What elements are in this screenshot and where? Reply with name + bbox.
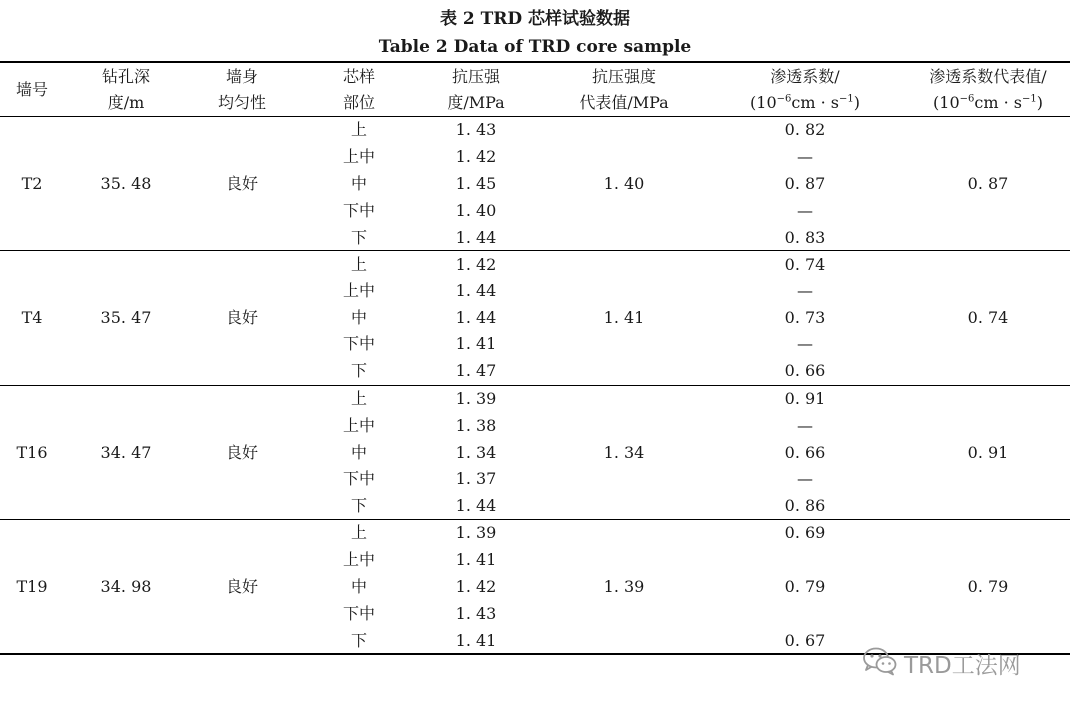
header-permeability <box>730 64 880 116</box>
perm-cell: — <box>797 147 813 166</box>
header-rule <box>0 116 1070 117</box>
strength-rep-cell: 1. 40 <box>603 174 645 193</box>
header-position <box>320 64 398 116</box>
perm-rep-unit-exp: −6 <box>959 93 975 105</box>
position-cell: 下 <box>350 228 367 247</box>
watermark-text: TRD工法网 <box>904 652 1021 679</box>
position-cell: 下中 <box>342 334 375 353</box>
perm-unit-mid: cm · s <box>791 93 839 112</box>
group-divider <box>0 385 1070 386</box>
strength-cell: 1. 37 <box>455 469 497 488</box>
perm-cell: — <box>797 469 813 488</box>
perm-rep-unit-mid: cm · s <box>974 93 1022 112</box>
perm-cell: 0. 82 <box>784 120 826 139</box>
strength-cell: 1. 40 <box>455 201 497 220</box>
perm-unit-post: ) <box>853 93 860 112</box>
strength-cell: 1. 41 <box>455 334 497 353</box>
position-cell: 上 <box>350 120 367 139</box>
perm-cell: — <box>797 416 813 435</box>
strength-cell: 1. 44 <box>455 308 497 327</box>
position-cell: 下中 <box>342 469 375 488</box>
position-cell: 中 <box>350 174 367 193</box>
strength-cell: 1. 43 <box>455 604 497 623</box>
position-cell: 下 <box>350 361 367 380</box>
strength-cell: 1. 42 <box>455 577 497 596</box>
position-cell: 上 <box>350 255 367 274</box>
perm-cell: 0. 67 <box>784 631 826 650</box>
header-depth-line1: 钻孔深 <box>101 67 150 86</box>
position-cell: 中 <box>350 308 367 327</box>
strength-cell: 1. 34 <box>455 443 497 462</box>
uniformity-cell: 良好 <box>225 577 258 596</box>
table-caption-chinese: 表 2 TRD 芯样试验数据 <box>439 9 631 29</box>
position-cell: 上 <box>350 389 367 408</box>
perm-cell: 0. 83 <box>784 228 826 247</box>
header-uniformity <box>190 64 294 116</box>
position-cell: 下中 <box>342 604 375 623</box>
header-perm-rep-line1: 渗透系数代表值/ <box>929 67 1047 86</box>
perm-rep-cell: 0. 87 <box>967 174 1009 193</box>
top-rule <box>0 61 1070 63</box>
strength-cell: 1. 44 <box>455 281 497 300</box>
header-strength-rep-line1: 抗压强度 <box>591 67 656 86</box>
position-cell: 上中 <box>342 416 375 435</box>
header-strength-representative <box>558 64 690 116</box>
header-position-line2: 部位 <box>342 93 375 112</box>
perm-unit-exp: −6 <box>776 93 792 105</box>
perm-cell: 0. 66 <box>784 361 826 380</box>
perm-rep-unit-exp2: −1 <box>1021 93 1037 105</box>
table-caption-english: Table 2 Data of TRD core sample <box>378 37 692 57</box>
strength-cell: 1. 42 <box>455 147 497 166</box>
strength-cell: 1. 42 <box>455 255 497 274</box>
depth-cell: 35. 47 <box>100 308 152 327</box>
header-strength <box>426 64 526 116</box>
perm-cell: 0. 79 <box>784 577 826 596</box>
position-cell: 上 <box>350 523 367 542</box>
perm-rep-cell: 0. 79 <box>967 577 1009 596</box>
header-permeability-representative <box>906 64 1070 116</box>
group-divider <box>0 519 1070 520</box>
perm-cell: 0. 74 <box>784 255 826 274</box>
strength-cell: 1. 43 <box>455 120 497 139</box>
perm-cell: 0. 86 <box>784 496 826 515</box>
uniformity-cell: 良好 <box>225 308 258 327</box>
depth-cell: 34. 98 <box>100 577 152 596</box>
depth-cell: 34. 47 <box>100 443 152 462</box>
depth-cell: 35. 48 <box>100 174 152 193</box>
header-uniformity-line2: 均匀性 <box>217 93 266 112</box>
perm-unit-pre: (10 <box>750 93 777 112</box>
header-strength-line2: 度/MPa <box>447 93 505 112</box>
uniformity-cell: 良好 <box>225 443 258 462</box>
uniformity-cell: 良好 <box>225 174 258 193</box>
strength-cell: 1. 41 <box>455 550 497 569</box>
perm-cell: 0. 73 <box>784 308 826 327</box>
perm-rep-unit-pre: (10 <box>933 93 960 112</box>
watermark <box>862 648 1021 678</box>
strength-cell: 1. 45 <box>455 174 497 193</box>
header-permeability-line2 <box>730 90 880 116</box>
perm-cell: 0. 66 <box>784 443 826 462</box>
header-strength-line1: 抗压强 <box>451 67 500 86</box>
strength-cell: 1. 39 <box>455 389 497 408</box>
position-cell: 中 <box>350 443 367 462</box>
strength-cell: 1. 38 <box>455 416 497 435</box>
strength-cell: 1. 39 <box>455 523 497 542</box>
group-divider <box>0 250 1070 251</box>
header-strength-rep-line2: 代表值/MPa <box>579 93 669 112</box>
perm-cell: — <box>797 334 813 353</box>
perm-cell: 0. 69 <box>784 523 826 542</box>
strength-cell: 1. 47 <box>455 361 497 380</box>
position-cell: 上中 <box>342 550 375 569</box>
header-depth <box>70 64 182 116</box>
perm-cell: — <box>797 201 813 220</box>
perm-unit-exp2: −1 <box>838 93 854 105</box>
strength-rep-cell: 1. 39 <box>603 577 645 596</box>
position-cell: 下 <box>350 631 367 650</box>
wechat-icon <box>862 646 898 680</box>
header-perm-rep-line2 <box>906 90 1070 116</box>
header-depth-line2: 度/m <box>107 93 145 112</box>
wall-no-cell: T2 <box>21 174 43 193</box>
perm-rep-cell: 0. 91 <box>967 443 1009 462</box>
strength-cell: 1. 44 <box>455 228 497 247</box>
perm-cell: 0. 91 <box>784 389 826 408</box>
wall-no-cell: T4 <box>21 308 43 327</box>
strength-cell: 1. 44 <box>455 496 497 515</box>
wall-no-cell: T19 <box>16 577 48 596</box>
header-uniformity-line1: 墙身 <box>225 67 258 86</box>
position-cell: 下 <box>350 496 367 515</box>
header-wall-no: 墙号 <box>15 80 48 99</box>
perm-rep-unit-post: ) <box>1036 93 1043 112</box>
header-position-line1: 芯样 <box>342 67 375 86</box>
perm-cell: — <box>797 281 813 300</box>
perm-cell: 0. 87 <box>784 174 826 193</box>
position-cell: 上中 <box>342 147 375 166</box>
position-cell: 上中 <box>342 281 375 300</box>
strength-rep-cell: 1. 34 <box>603 443 645 462</box>
wall-no-cell: T16 <box>16 443 48 462</box>
strength-cell: 1. 41 <box>455 631 497 650</box>
header-permeability-line1: 渗透系数/ <box>770 67 840 86</box>
position-cell: 中 <box>350 577 367 596</box>
position-cell: 下中 <box>342 201 375 220</box>
strength-rep-cell: 1. 41 <box>603 308 645 327</box>
perm-rep-cell: 0. 74 <box>967 308 1009 327</box>
